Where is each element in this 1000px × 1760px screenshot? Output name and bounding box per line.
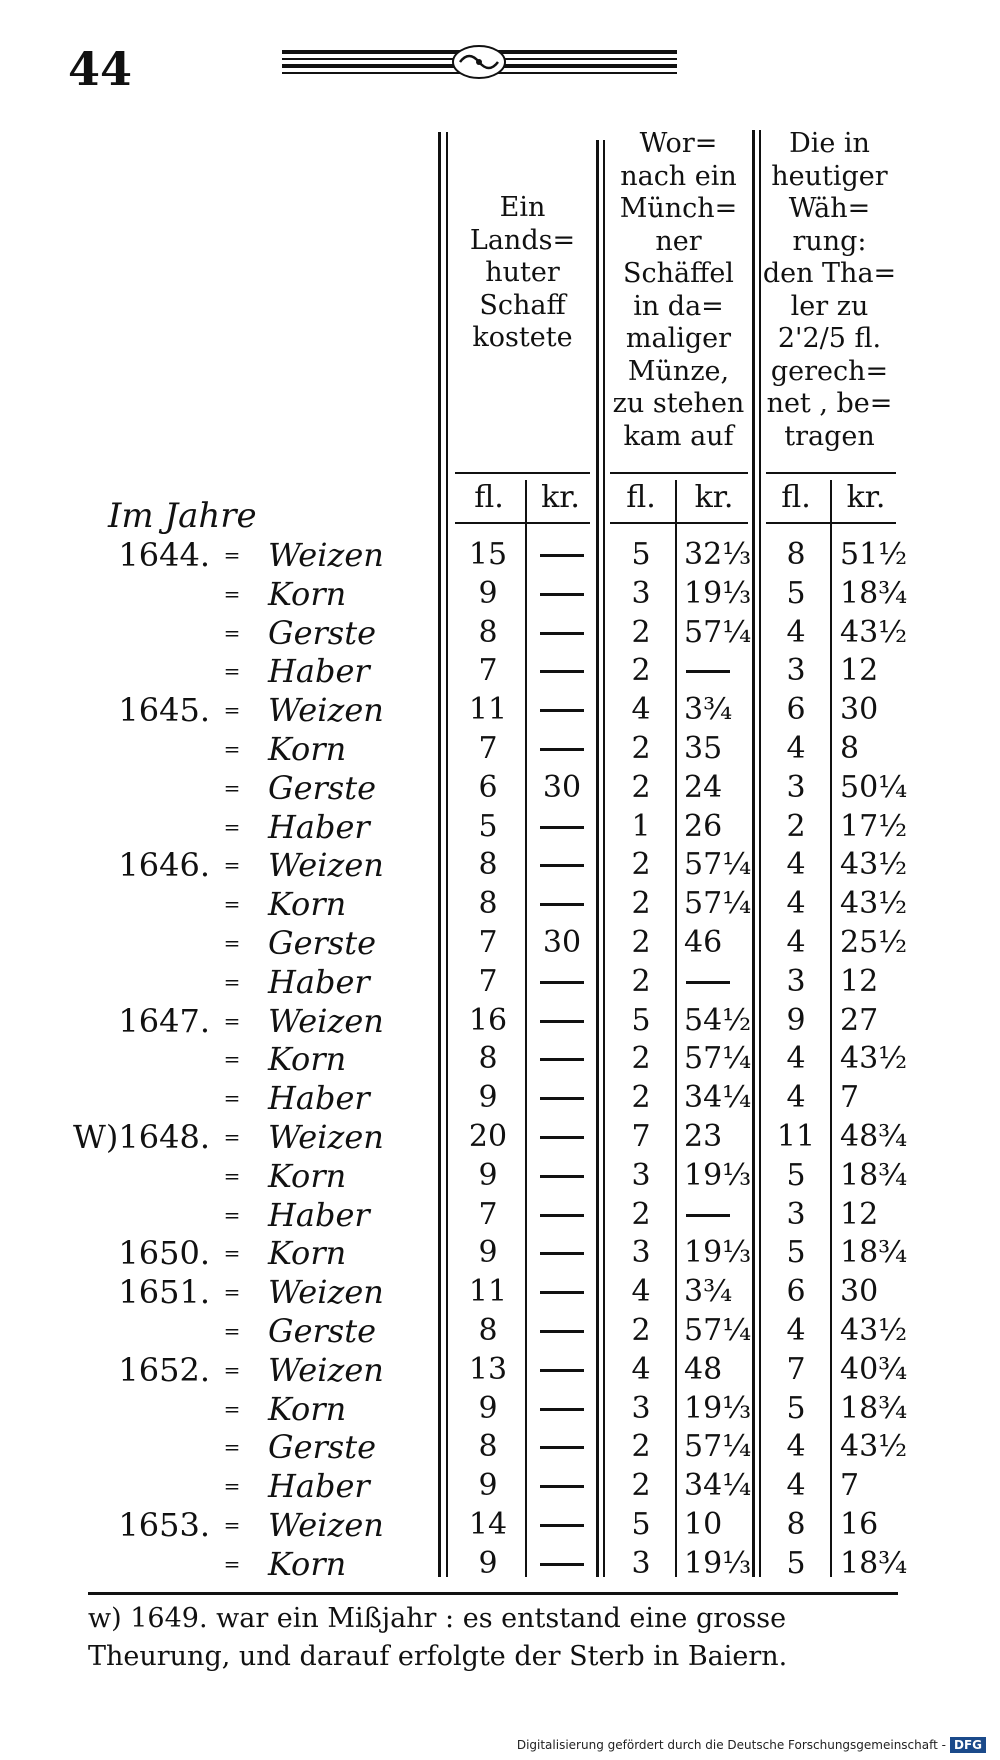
cell-a-fl: 9	[478, 575, 498, 611]
cell-a-fl: 15	[468, 537, 508, 572]
ditto-mark: =	[223, 1513, 241, 1537]
column-header-current: Die in heutiger Wäh= rung: den Tha= ler zu 2'2/5 fl. gerech= net , be= tragen	[762, 128, 897, 452]
row-grain: Korn	[268, 1234, 347, 1273]
ditto-mark: =	[223, 1319, 241, 1343]
cell-dash	[540, 1563, 584, 1566]
cell-c-fl: 5	[786, 1390, 806, 1426]
cell-c-fl: 5	[786, 1545, 806, 1581]
cell-b-fl: 3	[631, 1157, 651, 1193]
cell-dash	[540, 1446, 584, 1449]
cell-c-fl: 4	[786, 1468, 806, 1504]
cell-c-fl: 3	[786, 1196, 806, 1232]
cell-a-fl: 6	[478, 769, 498, 805]
column-header-munich: Wor= nach ein Münch= ner Schäffel in da= maliger Münze, zu stehen kam auf	[612, 128, 745, 452]
cell-a-fl: 7	[478, 731, 498, 766]
cell-c-kr: 7	[840, 1080, 860, 1116]
cell-b-kr: 35	[684, 731, 723, 766]
cell-a-fl: 9	[478, 1235, 498, 1271]
cell-c-fl: 4	[786, 1429, 806, 1465]
cell-b-kr: 3¾	[684, 692, 733, 728]
row-grain: Haber	[268, 962, 370, 1001]
cell-c-fl: 4	[786, 1080, 806, 1116]
cell-c-kr: 18¾	[840, 575, 908, 611]
cell-b-kr: 23	[684, 1119, 723, 1154]
cell-b-kr: 19⅓	[684, 1390, 752, 1426]
cell-c-fl: 4	[786, 614, 806, 650]
cell-a-fl: 11	[468, 1274, 508, 1310]
row-grain: Gerste	[268, 768, 377, 807]
ditto-mark: =	[223, 1163, 241, 1188]
cell-dash	[686, 981, 730, 984]
cell-b-kr: 10	[684, 1507, 723, 1542]
cell-b-fl: 2	[631, 769, 651, 805]
cell-c-kr: 51½	[840, 537, 908, 572]
cell-c-fl: 4	[786, 925, 806, 960]
cell-c-kr: 43½	[840, 1041, 908, 1077]
cell-a-fl: 7	[478, 963, 498, 999]
cell-c-kr: 30	[840, 1274, 879, 1310]
cell-dash	[540, 1330, 584, 1333]
cell-dash	[686, 1214, 730, 1217]
cell-b-kr: 34¼	[684, 1080, 752, 1116]
row-year: 1651.	[118, 1273, 210, 1312]
row-grain: Gerste	[268, 613, 377, 652]
cell-b-fl: 1	[631, 808, 651, 844]
cell-b-kr: 57¼	[684, 1041, 752, 1077]
cell-c-fl: 4	[786, 886, 806, 922]
cell-a-fl: 5	[478, 808, 498, 844]
cell-b-kr: 19⅓	[684, 1235, 752, 1271]
cell-dash	[540, 1408, 584, 1411]
cell-b-kr: 57¼	[684, 1313, 752, 1348]
cell-b-kr: 24	[684, 769, 723, 805]
ditto-mark: =	[223, 1047, 241, 1072]
cell-c-kr: 25½	[840, 925, 908, 960]
row-year: 1647.	[118, 1001, 210, 1040]
cell-dash	[540, 1524, 584, 1527]
cell-c-fl: 5	[786, 1157, 806, 1193]
cell-b-fl: 2	[631, 1468, 651, 1504]
cell-b-kr: 48	[684, 1351, 723, 1387]
cell-b-fl: 2	[631, 847, 651, 883]
cell-c-fl: 3	[786, 769, 806, 805]
cell-a-fl: 7	[478, 1196, 498, 1232]
cell-b-kr: 3¾	[684, 1274, 733, 1310]
cell-c-kr: 8	[840, 731, 860, 766]
cell-b-fl: 2	[631, 963, 651, 999]
unit-fl-c: fl.	[781, 480, 811, 515]
ditto-mark: =	[223, 1551, 241, 1576]
cell-c-fl: 4	[786, 847, 806, 883]
cell-b-fl: 5	[631, 1002, 651, 1038]
page-number: 44	[68, 42, 133, 96]
ditto-mark: =	[223, 814, 241, 839]
cell-b-kr: 57¼	[684, 886, 752, 922]
cell-c-kr: 48¾	[840, 1119, 908, 1154]
row-grain: Gerste	[268, 1428, 377, 1467]
cell-c-kr: 43½	[840, 614, 908, 650]
cell-dash	[540, 1136, 584, 1139]
cell-a-kr: 30	[542, 925, 582, 960]
row-grain: Haber	[268, 652, 370, 691]
cell-b-kr: 26	[684, 808, 723, 844]
cell-a-fl: 7	[478, 653, 498, 689]
cell-b-fl: 2	[631, 1313, 651, 1348]
cell-b-kr: 32⅓	[684, 537, 752, 572]
unit-fl-b: fl.	[626, 480, 656, 515]
cell-b-fl: 3	[631, 1390, 651, 1426]
cell-c-kr: 12	[840, 963, 879, 999]
row-grain: Korn	[268, 574, 347, 613]
cell-a-kr: 30	[542, 769, 582, 805]
cell-a-fl: 9	[478, 1390, 498, 1426]
cell-dash	[686, 670, 730, 673]
cell-b-kr: 19⅓	[684, 1157, 752, 1193]
cell-c-kr: 43½	[840, 847, 908, 883]
cell-b-fl: 4	[631, 1351, 651, 1387]
cell-b-kr: 46	[684, 925, 723, 960]
cell-b-fl: 2	[631, 1041, 651, 1077]
ditto-mark: =	[223, 1474, 241, 1499]
row-grain: Korn	[268, 730, 347, 768]
cell-a-fl: 13	[468, 1351, 508, 1387]
cell-c-fl: 4	[786, 731, 806, 766]
im-jahre-label: Im Jahre	[108, 496, 257, 536]
row-year: 1653.	[118, 1506, 210, 1544]
cell-b-fl: 7	[631, 1119, 651, 1154]
cell-b-fl: 2	[631, 925, 651, 960]
cell-c-kr: 43½	[840, 886, 908, 922]
cell-a-fl: 8	[478, 1313, 498, 1348]
cell-dash	[540, 1058, 584, 1061]
cell-c-kr: 18¾	[840, 1390, 908, 1426]
row-grain: Weizen	[268, 691, 384, 730]
cell-c-fl: 8	[786, 537, 806, 572]
row-grain: Weizen	[268, 536, 384, 574]
row-year: 1646.	[118, 846, 210, 885]
cell-a-fl: 11	[468, 692, 508, 728]
ditto-mark: =	[223, 775, 241, 800]
cell-b-kr: 34¼	[684, 1468, 752, 1504]
cell-c-fl: 4	[786, 1313, 806, 1348]
cell-a-fl: 8	[478, 1429, 498, 1465]
cell-dash	[540, 748, 584, 751]
cell-dash	[540, 864, 584, 867]
row-grain: Korn	[268, 1389, 347, 1428]
cell-c-fl: 4	[786, 1041, 806, 1077]
cell-b-fl: 2	[631, 1196, 651, 1232]
cell-c-kr: 7	[840, 1468, 860, 1504]
cell-c-fl: 3	[786, 653, 806, 689]
ditto-mark: =	[223, 969, 241, 994]
cell-dash	[540, 709, 584, 712]
cell-b-kr: 19⅓	[684, 1545, 752, 1581]
cell-c-fl: 11	[776, 1119, 816, 1154]
cell-c-fl: 7	[786, 1351, 806, 1387]
cell-c-kr: 43½	[840, 1429, 908, 1465]
cell-c-fl: 6	[786, 1274, 806, 1310]
cell-dash	[540, 670, 584, 673]
row-grain: Weizen	[268, 846, 384, 885]
row-grain: Gerste	[268, 1312, 377, 1350]
cell-dash	[540, 1291, 584, 1294]
cell-dash	[540, 1252, 584, 1255]
row-grain: Weizen	[268, 1001, 384, 1040]
unit-kr-a: kr.	[541, 480, 580, 515]
credit-text: Digitalisierung gefördert durch die Deutsche Forschungsgemeinschaft -	[516, 1738, 946, 1752]
footnote: w) 1649. war ein Mißjahr : es entstand eine grosse Theurung, und darauf erfolgte der Sterb in Baiern.	[88, 1603, 788, 1672]
cell-dash	[540, 593, 584, 596]
cell-dash	[540, 1097, 584, 1100]
cell-b-fl: 3	[631, 575, 651, 611]
row-grain: Haber	[268, 807, 370, 846]
cell-dash	[540, 981, 584, 984]
cell-b-fl: 4	[631, 1274, 651, 1310]
unit-kr-b: kr.	[694, 480, 734, 515]
cell-a-fl: 9	[478, 1080, 498, 1116]
cell-c-fl: 5	[786, 575, 806, 611]
cell-b-fl: 2	[631, 731, 651, 766]
ditto-mark: =	[223, 659, 241, 684]
cell-b-fl: 2	[631, 1429, 651, 1465]
cell-a-fl: 9	[478, 1545, 498, 1581]
cell-c-kr: 30	[840, 692, 879, 728]
cell-c-fl: 8	[786, 1507, 806, 1542]
cell-c-kr: 12	[840, 1196, 879, 1232]
cell-dash	[540, 903, 584, 906]
unit-fl-a: fl.	[474, 480, 504, 515]
ditto-mark: =	[223, 543, 241, 567]
ditto-mark: =	[223, 1202, 241, 1227]
cell-c-fl: 2	[786, 808, 806, 844]
row-grain: Korn	[268, 1156, 347, 1195]
ditto-mark: =	[223, 1357, 241, 1382]
cell-a-fl: 14	[468, 1507, 508, 1542]
ditto-mark: =	[223, 1396, 241, 1421]
cell-c-kr: 18¾	[840, 1157, 908, 1193]
cell-c-kr: 27	[840, 1002, 879, 1038]
row-grain: Haber	[268, 1079, 370, 1118]
ditto-mark: =	[223, 581, 241, 606]
cell-c-kr: 50¼	[840, 769, 908, 805]
ditto-mark: =	[223, 931, 241, 955]
ditto-mark: =	[223, 1280, 241, 1305]
cell-c-fl: 5	[786, 1235, 806, 1271]
ditto-mark: =	[223, 892, 241, 917]
cell-a-fl: 7	[478, 925, 498, 960]
ditto-mark: =	[223, 698, 241, 723]
ditto-mark: =	[223, 1125, 241, 1149]
cell-b-fl: 2	[631, 1080, 651, 1116]
row-year: 1650.	[118, 1234, 210, 1273]
cell-a-fl: 20	[468, 1119, 508, 1154]
cell-c-kr: 16	[840, 1507, 879, 1542]
cell-dash	[540, 1369, 584, 1372]
cell-b-fl: 2	[631, 886, 651, 922]
cell-c-kr: 43½	[840, 1313, 908, 1348]
cell-dash	[540, 1020, 584, 1023]
header-ornament	[282, 44, 677, 84]
cell-c-kr: 18¾	[840, 1545, 908, 1581]
cell-dash	[540, 826, 584, 829]
ditto-mark: =	[223, 1008, 241, 1033]
cell-a-fl: 8	[478, 886, 498, 922]
unit-kr-c: kr.	[846, 480, 886, 515]
row-grain: Gerste	[268, 924, 377, 962]
cell-b-fl: 2	[631, 653, 651, 689]
cell-dash	[540, 632, 584, 635]
cell-b-fl: 3	[631, 1545, 651, 1581]
dfg-credit	[517, 1738, 986, 1752]
row-year: 1645.	[118, 691, 210, 730]
row-year: 1644.	[118, 536, 210, 574]
ditto-mark: =	[223, 853, 241, 878]
cell-a-fl: 9	[478, 1468, 498, 1504]
cell-dash	[540, 1485, 584, 1488]
cell-dash	[540, 1175, 584, 1178]
row-grain: Korn	[268, 1544, 347, 1583]
cell-dash	[540, 1214, 584, 1217]
cell-a-fl: 8	[478, 847, 498, 883]
cell-c-fl: 6	[786, 692, 806, 728]
row-grain: Korn	[268, 1040, 347, 1079]
cell-c-fl: 9	[786, 1002, 806, 1038]
cell-b-kr: 57¼	[684, 614, 752, 650]
row-year: 1652.	[118, 1350, 210, 1389]
row-year: W)1648.	[73, 1118, 210, 1156]
cell-a-fl: 8	[478, 614, 498, 650]
cell-a-fl: 8	[478, 1041, 498, 1077]
cell-b-kr: 57¼	[684, 1429, 752, 1465]
cell-dash	[540, 554, 584, 557]
cell-b-fl: 2	[631, 614, 651, 650]
cell-b-kr: 19⅓	[684, 575, 752, 611]
row-grain: Korn	[268, 885, 347, 924]
cell-b-kr: 54½	[684, 1002, 752, 1038]
cell-c-kr: 40¾	[840, 1351, 908, 1387]
row-grain: Haber	[268, 1467, 370, 1506]
ditto-mark: =	[223, 1435, 241, 1460]
cell-c-kr: 17½	[840, 808, 908, 844]
row-grain: Haber	[268, 1195, 370, 1234]
footnote-rule	[88, 1592, 898, 1595]
cell-c-kr: 18¾	[840, 1235, 908, 1271]
cell-b-kr: 57¼	[684, 847, 752, 883]
ditto-mark: =	[223, 620, 241, 645]
cell-b-fl: 4	[631, 692, 651, 728]
cell-b-fl: 5	[631, 1507, 651, 1542]
cell-b-fl: 3	[631, 1235, 651, 1271]
cell-c-kr: 12	[840, 653, 879, 689]
cell-a-fl: 9	[478, 1157, 498, 1193]
row-grain: Weizen	[268, 1118, 384, 1156]
dfg-logo: DFG	[950, 1737, 986, 1753]
row-grain: Weizen	[268, 1506, 384, 1544]
cell-b-fl: 5	[631, 537, 651, 572]
ditto-mark: =	[223, 1086, 241, 1111]
cell-a-fl: 16	[468, 1002, 508, 1038]
cell-c-fl: 3	[786, 963, 806, 999]
column-header-landshut: Ein Lands= huter Schaff kostete	[469, 192, 576, 353]
ditto-mark: =	[223, 1241, 241, 1266]
row-grain: Weizen	[268, 1273, 384, 1312]
ditto-mark: =	[223, 737, 241, 761]
row-grain: Weizen	[268, 1350, 384, 1389]
